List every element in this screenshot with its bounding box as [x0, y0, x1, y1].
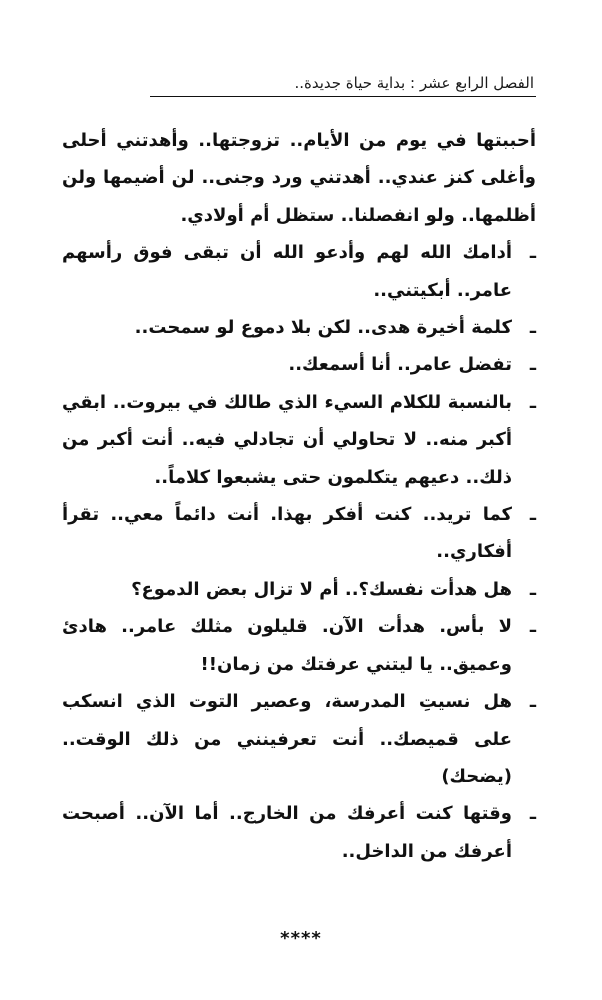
- dialogue-dash: ـ: [529, 803, 536, 825]
- paragraph-text: أحببتها في يوم من الأيام.. تزوجتها.. وأهدتني أحلى وأغلى كنز عندي.. أهدتني ورد وجنى.. لن أضيمها ولن أظلمها.. ولو انفصلنا.. ستظل أم أولادي.: [62, 130, 536, 226]
- paragraph-text: هل هدأت نفسك؟.. أم لا تزال بعض الدموع؟: [131, 578, 512, 600]
- chapter-header: الفصل الرابع عشر : بداية حياة جديدة..: [294, 74, 534, 92]
- paragraph-text: هل نسيتِ المدرسة، وعصير التوت الذي انسكب على قميصك.. أنت تعرفينني من ذلك الوقت.. (يضحك): [62, 691, 512, 787]
- section-separator: ****: [280, 928, 322, 949]
- paragraph-text: كلمة أخيرة هدى.. لكن بلا دموع لو سمحت..: [134, 317, 512, 339]
- paragraph: [62, 122, 536, 234]
- dialogue-dash: ـ: [529, 691, 536, 713]
- dialogue-dash: ـ: [529, 354, 536, 376]
- body-text: [62, 122, 536, 870]
- dialogue-dash: ـ: [529, 616, 536, 638]
- paragraph-text: وقتها كنت أعرفك من الخارج.. أما الآن.. أصبحت أعرفك من الداخل..: [62, 803, 512, 862]
- dialogue-line: [62, 234, 536, 309]
- paragraph-text: لا بأس. هدأت الآن. قليلون مثلك عامر.. هادئ وعميق.. يا ليتني عرفتك من زمان!!: [62, 616, 512, 675]
- dialogue-dash: ـ: [529, 242, 536, 264]
- dialogue-dash: ـ: [529, 391, 536, 413]
- dialogue-line: [62, 384, 536, 496]
- header-rule: [150, 96, 536, 97]
- dialogue-line: [62, 571, 536, 608]
- dialogue-line: [62, 496, 536, 571]
- paragraph-text: بالنسبة للكلام السيء الذي طالك في بيروت.. ابقي أكبر منه.. لا تحاولي أن تجادلي فيه.. أنت أكبر من ذلك.. دعيهم يتكلمون حتى يشبعوا كلاماً..: [62, 391, 512, 488]
- dialogue-line: [62, 683, 536, 795]
- dialogue-line: [62, 795, 536, 870]
- dialogue-line: [62, 346, 536, 383]
- paragraph-text: أدامك الله لهم وأدعو الله أن تبقى فوق رأسهم عامر.. أبكيتني..: [62, 242, 512, 301]
- dialogue-line: [62, 608, 536, 683]
- dialogue-dash: ـ: [529, 578, 536, 600]
- dialogue-line: [62, 309, 536, 346]
- paragraph-text: كما تريد.. كنت أفكر بهذا. أنت دائماً معي.. تقرأ أفكاري..: [62, 504, 512, 563]
- dialogue-dash: ـ: [529, 317, 536, 339]
- dialogue-dash: ـ: [529, 504, 536, 526]
- paragraph-text: تفضل عامر.. أنا أسمعك..: [288, 354, 512, 376]
